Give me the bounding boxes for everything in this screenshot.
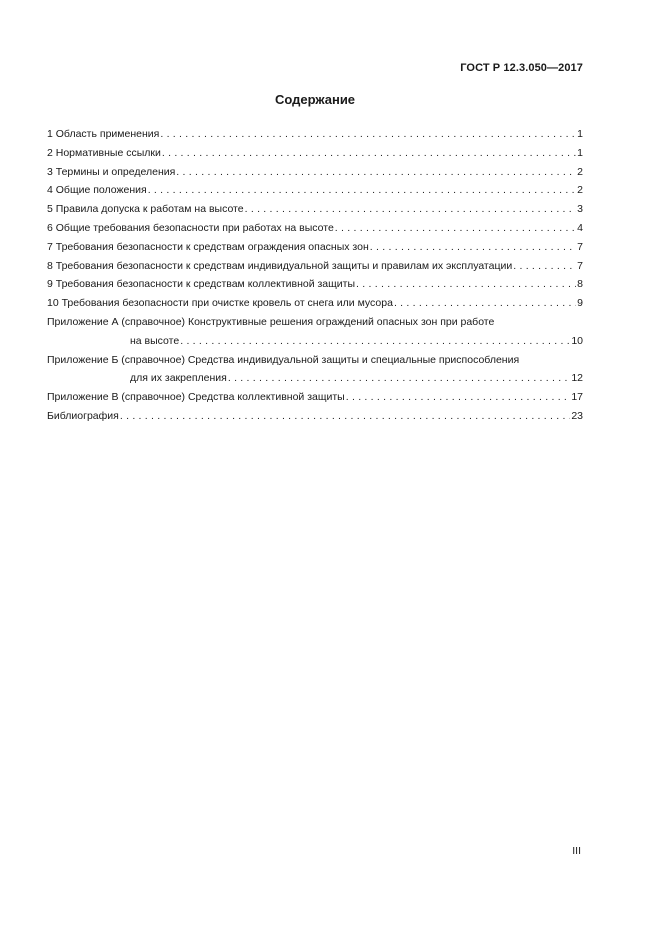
toc-entry[interactable] — [47, 238, 583, 257]
toc-page-number: 4 — [577, 221, 583, 234]
toc-dot-leader — [176, 163, 576, 182]
toc-page-number: 9 — [577, 297, 583, 310]
toc-entry[interactable] — [47, 407, 583, 426]
toc-dot-leader — [228, 369, 570, 388]
toc-page-number: 12 — [571, 372, 583, 385]
toc-dot-leader — [356, 275, 576, 294]
toc-entry-title: Приложение Б (справочное) Средства индивидуальной защиты и специальные приспособления — [47, 353, 520, 366]
toc-entry-title: 1 Область применения — [47, 128, 160, 140]
toc-dot-leader — [513, 257, 576, 276]
toc-page-number: 1 — [577, 146, 583, 159]
toc-page-number: 2 — [577, 184, 583, 197]
toc-dot-leader — [245, 200, 577, 219]
toc-entry-title: 8 Требования безопасности к средствам индивидуальной защиты и правилам их эксплуатации — [47, 259, 513, 272]
toc-page-number: 2 — [577, 165, 583, 178]
toc-entry-title: Библиография — [47, 409, 119, 422]
table-of-contents — [47, 125, 583, 426]
toc-entry[interactable] — [47, 125, 583, 144]
page-number: III — [572, 845, 581, 857]
toc-dot-leader — [370, 238, 576, 257]
toc-entry-title: Приложение А (справочное) Конструктивные решения ограждений опасных зон при работе — [47, 315, 495, 328]
toc-entry[interactable] — [47, 275, 583, 294]
toc-page-number: 7 — [577, 240, 583, 253]
toc-entry[interactable] — [47, 257, 583, 276]
toc-entry[interactable] — [47, 294, 583, 313]
toc-page-number: 1 — [577, 128, 583, 140]
toc-entry-title: Приложение В (справочное) Средства коллективной защиты — [47, 391, 345, 404]
toc-entry[interactable] — [47, 200, 583, 219]
page-title: Содержание — [274, 92, 356, 107]
toc-entry-title: 3 Термины и определения — [47, 165, 176, 178]
toc-entry-title: 10 Требования безопасности при очистке кровель от снега или мусора — [47, 297, 393, 310]
toc-dot-leader — [346, 388, 571, 407]
toc-entry[interactable] — [47, 351, 583, 389]
toc-entry-title: 7 Требования безопасности к средствам ограждения опасных зон — [47, 240, 369, 253]
toc-entry-title: 6 Общие требования безопасности при работах на высоте — [47, 221, 334, 234]
toc-entry-title: 5 Правила допуска к работам на высоте — [47, 203, 244, 216]
toc-page-number: 23 — [571, 409, 583, 422]
toc-dot-leader — [394, 294, 576, 313]
toc-dot-leader — [162, 144, 576, 163]
toc-page-number: 7 — [577, 259, 583, 272]
toc-entry[interactable] — [47, 144, 583, 163]
toc-page-number: 10 — [571, 334, 583, 347]
toc-dot-leader — [335, 219, 576, 238]
toc-dot-leader — [148, 181, 576, 200]
toc-dot-leader — [160, 125, 576, 144]
toc-entry[interactable] — [47, 181, 583, 200]
toc-entry-title: 2 Нормативные ссылки — [47, 146, 161, 159]
toc-entry-title-continuation: на высоте — [130, 334, 180, 347]
toc-dot-leader — [180, 332, 570, 351]
toc-entry[interactable] — [47, 313, 583, 351]
toc-entry[interactable] — [47, 163, 583, 182]
toc-entry-title: 4 Общие положения — [47, 184, 147, 197]
toc-entry-title: 9 Требования безопасности к средствам коллективной защиты — [47, 278, 356, 291]
document-standard-number: ГОСТ Р 12.3.050—2017 — [460, 62, 583, 74]
toc-entry[interactable] — [47, 388, 583, 407]
toc-entry-title-continuation: для их закрепления — [130, 372, 227, 385]
toc-dot-leader — [120, 407, 570, 426]
toc-page-number: 3 — [577, 203, 583, 216]
toc-page-number: 17 — [571, 391, 583, 404]
toc-page-number: 8 — [577, 278, 583, 291]
toc-entry[interactable] — [47, 219, 583, 238]
